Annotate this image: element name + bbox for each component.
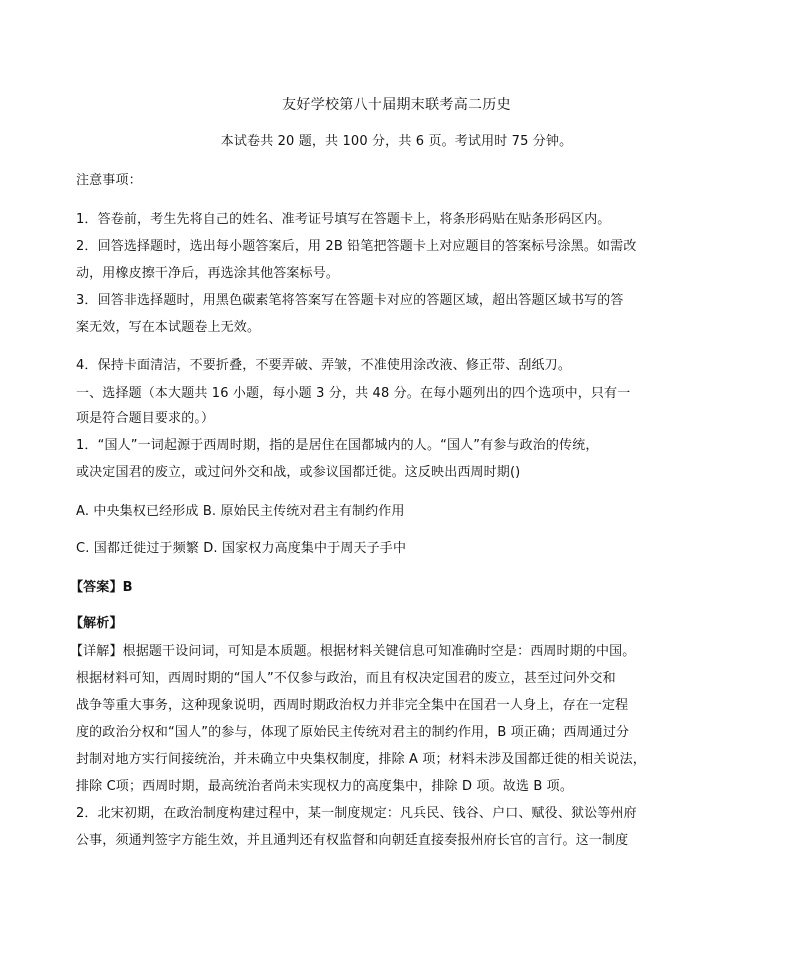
analysis-line-6: 排除 C项；西周时期，最高统治者尚未实现权力的高度集中，排除 D 项。故选 B 项。 xyxy=(76,779,573,794)
notice-line-5: 案无效，写在本试题卷上无效。 xyxy=(76,320,261,335)
analysis-line-1: 【详解】根据题干设问词，可知是本质题。根据材料关键信息可知准确时空是：西周时期的中国。 xyxy=(70,644,636,659)
q1-stem-line-2: 或决定国君的废立，或过问外交和战，或参议国都迁徙。这反映出西周时期() xyxy=(76,465,521,480)
exam-info: 本试卷共 20 题，共 100 分，共 6 页。考试用时 75 分钟。 xyxy=(220,134,573,149)
notice-line-1: 1．答卷前，考生先将自己的姓名、准考证号填写在答题卡上，将条形码贴在贴条形码区内。 xyxy=(76,212,611,227)
section-intro-line-2: 项是符合题目要求的。） xyxy=(76,411,215,426)
q1-options-line-1: A. 中央集权已经形成 B. 原始民主传统对君主有制约作用 xyxy=(76,504,405,519)
analysis-line-2: 根据材料可知，西周时期的“国人”不仅参与政治，而且有权决定国君的废立，甚至过问外交和 xyxy=(76,671,616,686)
notice-heading: 注意事项： xyxy=(76,173,142,188)
analysis-line-4: 度的政治分权和“国人”的参与，体现了原始民主传统对君主的制约作用，B 项正确；西周通过分 xyxy=(76,725,630,740)
notice-line-4: 3．回答非选择题时，用黑色碳素笔将答案写在答题卡对应的答题区域，超出答题区域书写的答 xyxy=(76,293,624,308)
analysis-line-3: 战争等重大事务，这种现象说明，西周时期政治权力并非完全集中在国君一人身上，存在一定程 xyxy=(76,698,629,713)
q2-stem-line-1: 2．北宋初期，在政治制度构建过程中，某一制度规定：凡兵民、钱谷、户口、赋役、狱讼等州府 xyxy=(76,806,637,821)
section-intro-line-1: 一、选择题（本大题共 16 小题，每小题 3 分，共 48 分。在每小题列出的四个选项中，只有一 xyxy=(76,386,631,401)
q1-stem-line-1: 1．“国人”一词起源于西周时期，指的是居住在国都城内的人。“国人”有参与政治的传统， xyxy=(76,438,599,453)
notice-line-3: 动，用橡皮擦干净后，再选涂其他答案标号。 xyxy=(76,266,340,281)
answer-label: 【答案】B xyxy=(70,580,133,595)
notice-line-2: 2．回答选择题时，选出每小题答案后，用 2B 铅笔把答题卡上对应题目的答案标号涂黑。如需改 xyxy=(76,239,637,254)
q2-stem-line-2: 公事，须通判签字方能生效，并且通判还有权监督和向朝廷直接奏报州府长官的言行。这一制度 xyxy=(76,833,629,848)
q1-options-line-2: C. 国都迁徙过于频繁 D. 国家权力高度集中于周天子手中 xyxy=(76,541,407,556)
analysis-line-5: 封制对地方实行间接统治，并未确立中央集权制度，排除 A 项；材料未涉及国都迁徙的相关说法， xyxy=(76,752,646,767)
page-title: 友好学校第八十届期末联考高二历史 xyxy=(282,97,511,113)
notice-line-6: 4．保持卡面清洁，不要折叠，不要弄破、弄皱，不准使用涂改液、修正带、刮纸刀。 xyxy=(76,358,571,373)
analysis-label: 【解析】 xyxy=(70,616,123,631)
